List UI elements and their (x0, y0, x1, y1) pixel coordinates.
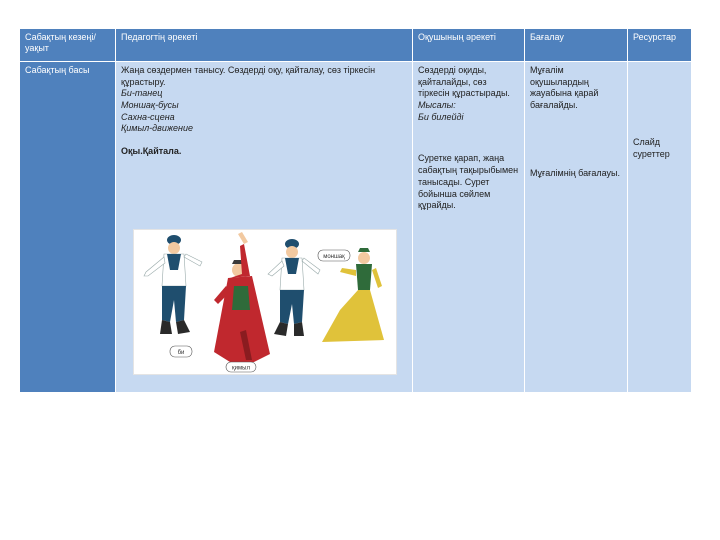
svg-text:моншақ: моншақ (323, 254, 345, 260)
assessment-cell (525, 62, 628, 393)
vocab-word: Би-танец (121, 88, 163, 99)
vocab-word: Қимыл-движение (121, 123, 194, 134)
girl-dancer-yellow-figure (322, 248, 384, 342)
dancers-illustration (133, 229, 397, 375)
label-beads (318, 250, 350, 261)
boy-dancer-left-figure (144, 235, 202, 334)
assessment-text-1: Мұғалім оқушылардың жауабына қарай бағалайды. (530, 65, 599, 111)
boy-dancer-middle-figure (268, 239, 320, 336)
header-resources: Ресурстар (628, 29, 692, 62)
svg-text:би: би (177, 350, 185, 356)
teacher-intro-text: Жаңа сөздермен танысу. Сөздерді оқу, қайталау, сөз тіркесін құрастыру. (121, 65, 376, 87)
vocab-word: Сахна-сцена (121, 111, 175, 122)
svg-text:қимыл: қимыл (232, 365, 250, 372)
student-activity-cell (413, 62, 525, 393)
label-movement (226, 362, 256, 372)
table-header-row (20, 29, 692, 62)
girl-dancer-red-figure (214, 232, 270, 362)
stage-cell: Сабақтың басы (20, 62, 116, 393)
vocab-word: Моншақ-бусы (121, 100, 179, 111)
resources-cell: Слайд суреттер (628, 62, 692, 393)
student-text-1: Сөздерді оқиды, қайталайды, сөз тіркесін құрастырады. (418, 65, 510, 99)
header-assessment: Бағалау (525, 29, 628, 62)
example-text: Би билейді (418, 111, 464, 122)
header-stage: Сабақтың кезеңі/уақыт (20, 29, 116, 62)
assessment-text-2: Мұғалімнің бағалауы. (530, 167, 621, 178)
student-text-2: Суретке қарап, жаңа сабақтың тақырыбымен танысады. Сурет бойынша сөйлем құрайды. (418, 153, 519, 211)
teacher-task-text: Оқы.Қайтала. (121, 146, 182, 157)
header-student-activity: Оқушының әрекеті (413, 29, 525, 62)
label-dance (170, 346, 192, 357)
header-teacher-activity: Педагогтің әрекеті (116, 29, 413, 62)
example-label: Мысалы: (418, 100, 456, 111)
